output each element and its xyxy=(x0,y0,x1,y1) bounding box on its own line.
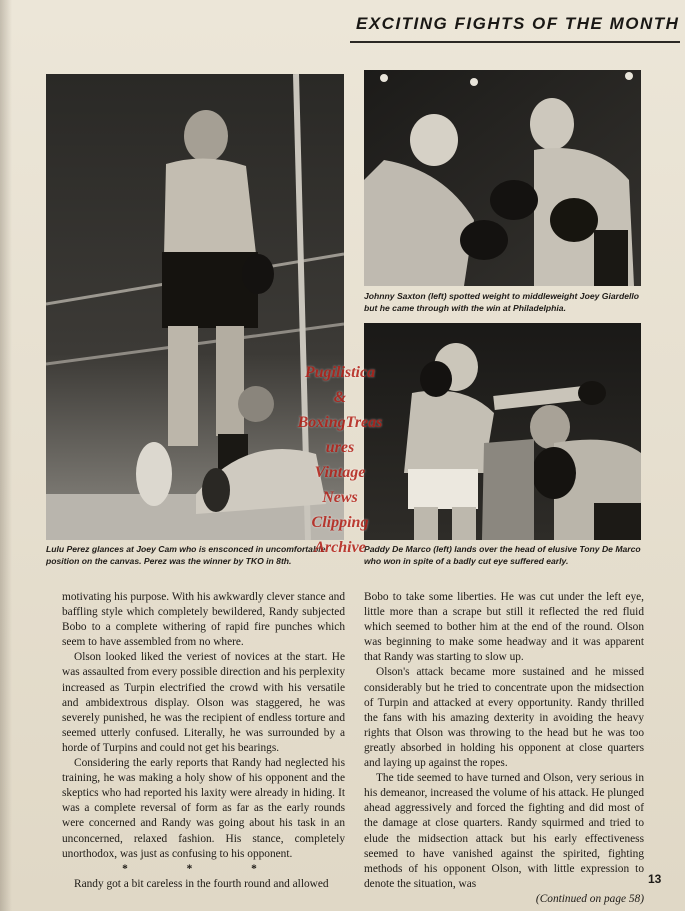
archive-watermark xyxy=(280,360,400,560)
article-paragraph: Olson looked liked the veriest of novices at the start. He was assaulted from every possible direction and his perplexity increased as Turpin electrified the crowd with his versatile and ambidextrous display. Olson was staggered, he was severely punished, he was the recipient of endless torture and seemed utterly confused. Literally, he was surrounded by a horde of Turpins and could not get his bearings. xyxy=(62,651,345,754)
page-number: 13 xyxy=(648,872,662,886)
page-edge-shadow xyxy=(0,0,12,911)
continued-note xyxy=(364,892,644,907)
watermark-line: & xyxy=(333,389,347,406)
watermark-line: Archive xyxy=(314,539,366,556)
section-title: EXCITING FIGHTS OF THE MONTH xyxy=(356,14,680,33)
photo-saxton-giardello xyxy=(364,70,641,286)
watermark-line: Vintage xyxy=(314,464,366,481)
caption-saxton-giardello: Johnny Saxton (left) spotted weight to middleweight Joey Giardello but he came through with the win at Philadelphia. xyxy=(364,291,640,313)
watermark-line: ures xyxy=(325,439,355,456)
article-paragraph: Bobo to take some liberties. He was cut under the left eye, little more than a scrape but still it reflected the red fluid which seemed to bother him at the end of the round. Olson was beginning to make some headway and it was apparent that Randy was starting to slow up. xyxy=(364,591,644,664)
article-paragraph: Considering the early reports that Randy had neglected his training, he was making a holy show of his opponent and the skeptics who had reported his laxity were already in hiding. It was a complete reversal of form as far as the early rounds were concerned and Randy was going about his task in an unconcerned, relaxed fashion. His stance, completely unorthodox, was just as confusing to his opponent. xyxy=(62,757,345,860)
watermark-line: BoxingTreas xyxy=(297,414,383,431)
watermark-line: News xyxy=(322,489,358,506)
article-paragraph: Olson's attack became more sustained and he missed considerably but he tried to concentrate upon the midsection of Turpin and attacked at every opportunity. Randy thrilled the fans with his amazing dexterity in avoiding the heavy rights that Olson was throwing to the head but he was too greatly absorbed in holding his opponent at close quarters and laying up against the ropes. xyxy=(364,666,644,770)
section-title-rule xyxy=(350,41,680,43)
watermark-line: Pugilistica xyxy=(304,364,376,381)
article-column-left xyxy=(62,590,345,892)
continued-text: (Continued on page 58) xyxy=(535,892,644,905)
caption-perez-cam: Lulu Perez glances at Joey Cam who is ensconced in uncomfortable position on the canvas. Perez was the winner by TKO in 8th. xyxy=(46,544,326,566)
section-separator: * * * xyxy=(122,862,285,875)
caption-demarco: Paddy De Marco (left) lands over the head of elusive Tony De Marco who won in spite of a badly cut eye suffered early. xyxy=(364,544,641,566)
article-column-right xyxy=(364,590,644,907)
article-paragraph: The tide seemed to have turned and Olson, very serious in his demeanor, increased the volume of his attack. He plunged ahead aggressively and forced the fighting and did most of the damage at close quarters. Randy squirmed and tried to elude the midsection attack but his early effectiveness seemed to have vanished against the spirited, fighting methods of his opponent Olson, with little expression to denote the situation, was xyxy=(364,772,644,890)
photo-demarco xyxy=(364,323,641,540)
article-paragraph: motivating his purpose. With his awkwardly clever stance and baffling style which completely bewildered, Randy subjected Bobo to a complete withering of rapid fire punches which seem to have assembled from no where. xyxy=(62,591,345,649)
watermark-line: Clipping xyxy=(311,514,369,531)
article-paragraph: Randy got a bit careless in the fourth round and allowed xyxy=(74,877,329,890)
